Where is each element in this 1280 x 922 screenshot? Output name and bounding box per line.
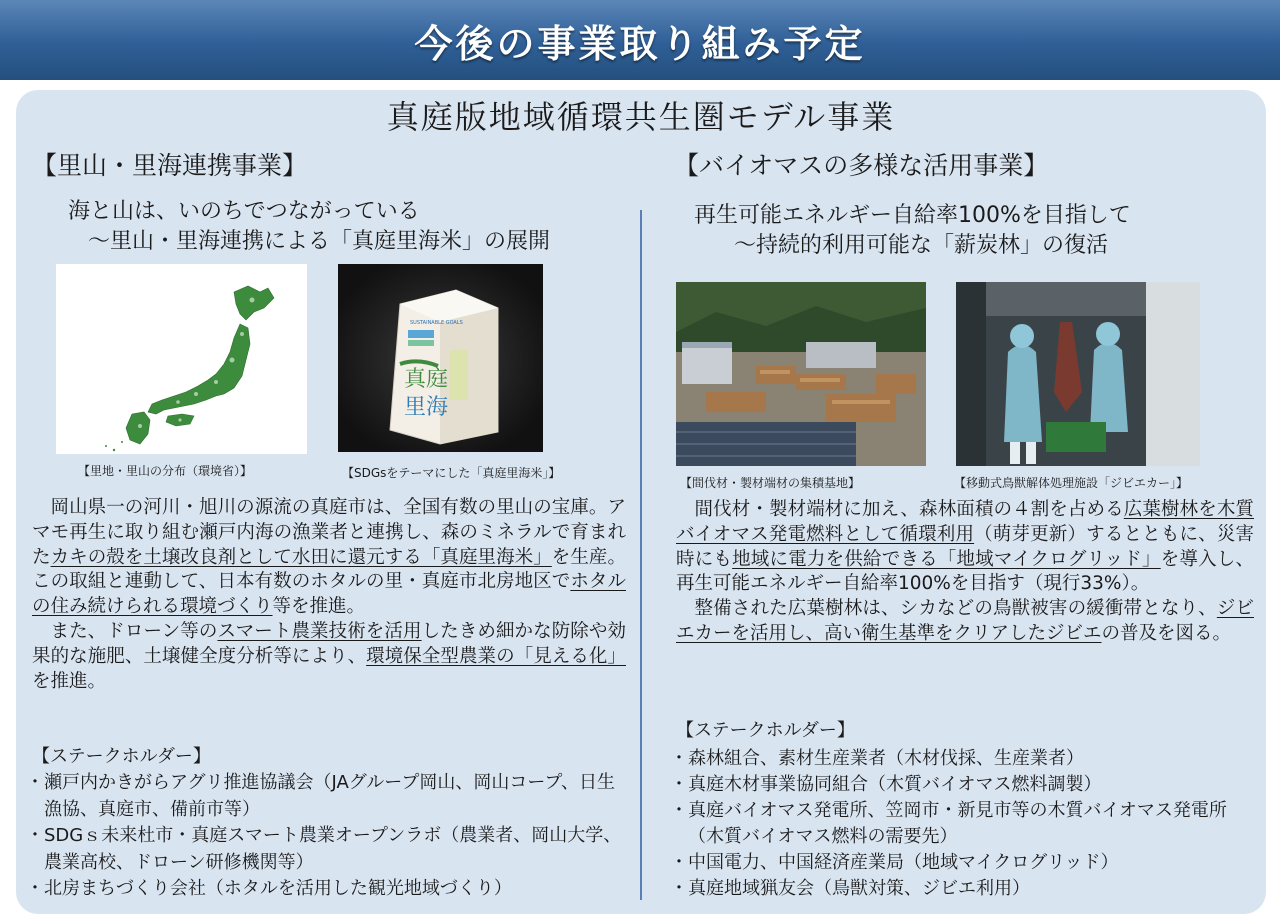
rice-bag-sdg-text: SUSTAINABLE GOALS (410, 320, 463, 326)
highlight-microgrid: 地域に電力を供給できる「地域マイクログリッド」 (732, 548, 1161, 570)
stakeholder-list-right (670, 746, 1254, 902)
title-banner (0, 0, 1280, 80)
satoyama-description (32, 496, 626, 694)
highlight-visualization: 環境保全型農業の「見える化」 (366, 645, 626, 667)
stakeholder-item: ・SDGｓ未来杜市・真庭スマート農業オープンラボ（農業者、岡山大学、農業高校、ドローン研修機関等） (26, 825, 622, 873)
banner-title: 今後の事業取り組み予定 (414, 21, 866, 66)
rice-bag-photo (338, 264, 543, 452)
biomass-paragraph-1: 間伐材・製材端材に加え、森林面積の４割を占める広葉樹林を木質バイオマス発電燃料として循環利用（萌芽更新）するとともに、災害時にも地域に電力を供給できる「地域マイクログリッド」を導入し、再生可能エネルギー自給率100%を目指す（現行33%）。 (676, 499, 1254, 595)
rice-bag-label-top: 真庭 (404, 367, 449, 392)
highlight-hardwood-recycling: 広葉樹林を木質バイオマス発電燃料として循環利用 (676, 499, 1254, 545)
stakeholder-heading-right: 【ステークホルダー】 (676, 720, 855, 741)
stakeholder-item: ・真庭バイオマス発電所、笠岡市・新見市等の木質バイオマス発電所（木質バイオマス燃料の需要先） (670, 800, 1227, 847)
section-heading-satoyama: 【里山・里海連携事業】 (32, 151, 308, 180)
stakeholder-item: ・瀬戸内かきがらアグリ推進協議会（JAグループ岡山、岡山コープ、日生漁協、真庭市、備前市等） (26, 772, 615, 820)
tagline-2: ～里山・里海連携による「真庭里海米」の展開 (88, 229, 551, 254)
gibier-car-photo (956, 282, 1200, 466)
stakeholder-item: ・真庭木材事業協同組合（木質バイオマス燃料調製） (670, 774, 1102, 795)
highlight-smart-agriculture: スマート農業技術を活用 (217, 620, 422, 642)
rice-bag-label-bottom: 里海 (404, 395, 449, 420)
content-panel (16, 90, 1266, 914)
tagline-2: ～持続的利用可能な「薪炭林」の復活 (734, 233, 1109, 258)
stakeholder-list-left (26, 770, 626, 903)
tagline-1: 再生可能エネルギー自給率100%を目指して (694, 203, 1131, 228)
stakeholder-item: ・北房まちづくり会社（ホタルを活用した観光地域づくり） (26, 878, 512, 899)
stakeholder-item: ・中国電力、中国経済産業局（地域マイクログリッド） (670, 852, 1119, 873)
highlight-firefly-environment: ホタルの住み続けられる環境づくり (32, 571, 626, 618)
tagline-1: 海と山は、いのちでつながっている (68, 199, 420, 224)
caption-map: 【里地・里山の分布（環境省）】 (78, 464, 253, 478)
column-divider (640, 210, 642, 900)
stakeholder-heading-left: 【ステークホルダー】 (32, 746, 211, 767)
caption-rice: 【SDGsをテーマにした「真庭里海米」】 (342, 466, 561, 480)
timber-yard-photo (676, 282, 926, 466)
biomass-paragraph-2: 整備された広葉樹林は、シカなどの鳥獣被害の緩衝帯となり、ジビエカーを活用し、高い衛生基準をクリアしたジビエの普及を図る。 (676, 598, 1254, 644)
biomass-description (676, 498, 1254, 647)
caption-gibier-car: 【移動式鳥獣解体処理施設「ジビエカー」】 (954, 476, 1189, 490)
section-heading-biomass: 【バイオマスの多様な活用事業】 (674, 151, 1049, 180)
stakeholder-item: ・真庭地域猟友会（鳥獣対策、ジビエ利用） (670, 878, 1030, 899)
highlight-gibier: ジビエカーを活用し、高い衛生基準をクリアしたジビエ (676, 598, 1254, 644)
caption-timber-base: 【間伐材・製材端材の集積基地】 (680, 476, 861, 490)
satoyama-paragraph-2: また、ドローン等のスマート農業技術を活用したきめ細かな防除や効果的な施肥、土壌健全度分析等により、環境保全型農業の「見える化」を推進。 (32, 620, 626, 692)
japan-satoyama-map (56, 264, 307, 454)
main-title: 真庭版地域循環共生圏モデル事業 (386, 98, 896, 136)
stakeholder-item: ・森林組合、素材生産業者（木材伐採、生産業者） (670, 748, 1084, 769)
highlight-kaki-shell: カキの殻を土壌改良剤として水田に還元する「真庭里海米」 (50, 546, 552, 568)
satoyama-paragraph-1: 岡山県一の河川・旭川の源流の真庭市は、全国有数の里山の宝庫。アマモ再生に取り組む瀬戸内海の漁業者と連携し、森のミネラルで育まれたカキの殻を土壌改良剤として水田に還元する「真庭里海米」を生産。この取組と連動して、日本有数のホタルの里・真庭市北房地区でホタルの住み続けられる環境づくり等を推進。 (32, 497, 626, 618)
